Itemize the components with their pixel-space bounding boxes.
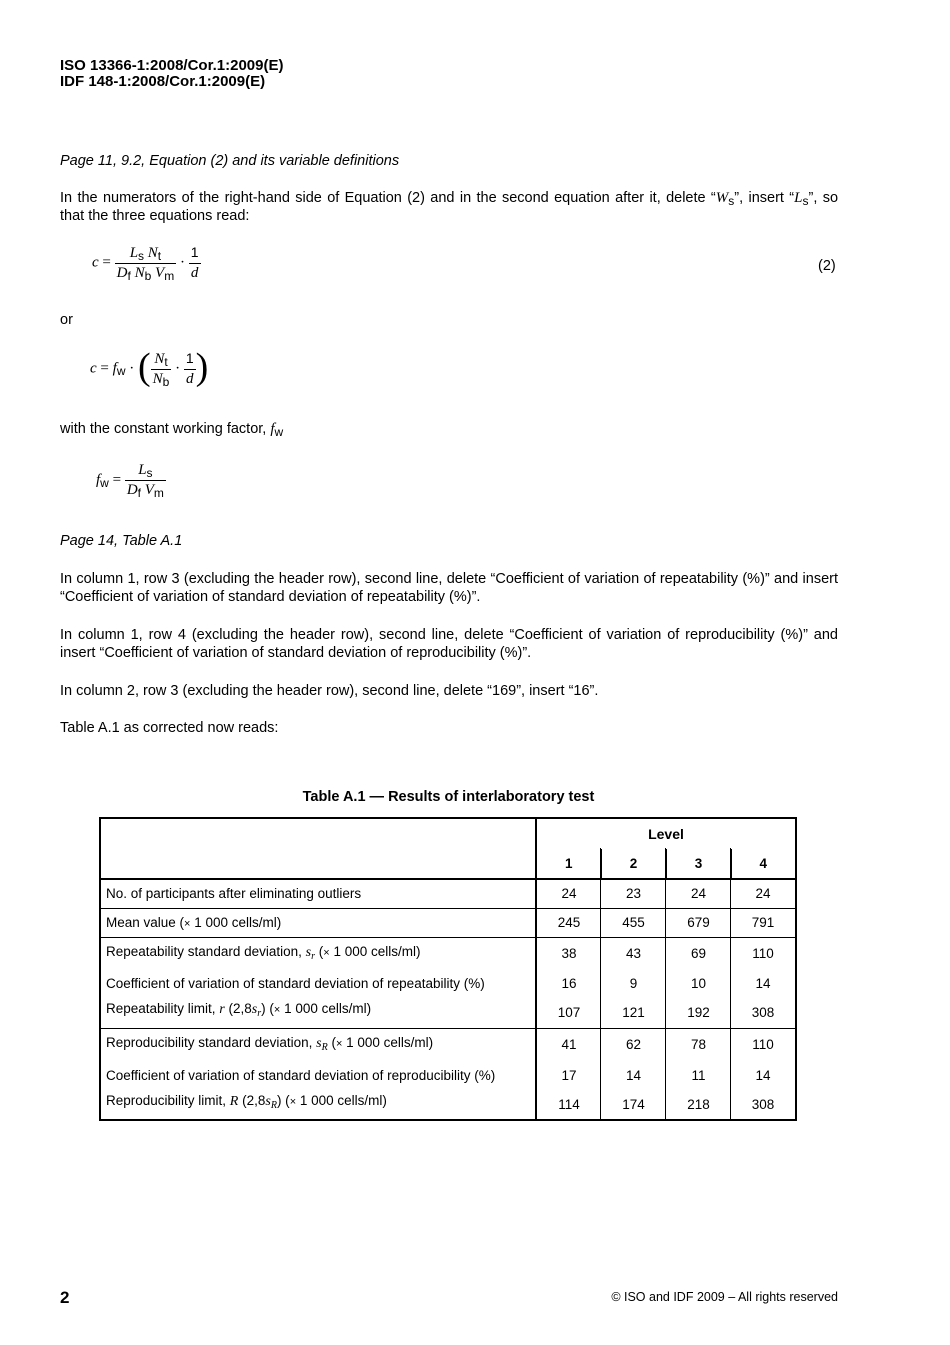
table-cell: 679 [687, 915, 710, 930]
table-cell: 16 [561, 976, 577, 991]
equation-fw-fraction-inverse: $\frac{1}{d}$ [185, 350, 194, 387]
table-header-empty-cell [100, 818, 536, 879]
table-caption: Table A.1 — Results of interlaboratory test [302, 789, 595, 805]
header-idf-reference: IDF 148-1:2008/Cor.1:2009(E) [60, 73, 266, 90]
level-header: Level [648, 826, 684, 842]
table-row [100, 998, 796, 1028]
table-cell: 110 [752, 1037, 774, 1053]
level-1-header: 1 [564, 856, 573, 871]
table-row [100, 908, 796, 937]
row-label-participants: No. of participants after eliminating outliers [100, 879, 536, 908]
table-cell: 14 [625, 1068, 642, 1083]
table-cell: 218 [687, 1097, 710, 1112]
section1-paragraph: In the numerators of the right-hand side of Equation (2) and in the second equation after it, delete “$W_s$”, insert “$L_s$”, so that the three equations read: [60, 190, 839, 224]
level-3-header: 3 [666, 849, 731, 879]
table-cell: 174 [622, 1097, 645, 1112]
row-label-repeatability-limit: Repeatability limit, r $(2,8s_r)$ (× 1 000 cells/ml) [100, 998, 536, 1028]
table-cell: 121 [622, 1005, 645, 1021]
table-cell: 308 [751, 1005, 775, 1021]
copyright-notice: © ISO and IDF 2009 – All rights reserved [611, 1290, 838, 1304]
table-cell: 17 [561, 1068, 577, 1083]
table-cell: 24 [690, 886, 707, 902]
table-cell: 9 [629, 976, 638, 991]
equation-2-fraction-inverse: $\frac{1}{d}$ [190, 244, 199, 281]
table-cell: 69 [690, 945, 707, 961]
table-cell: 62 [625, 1037, 642, 1053]
table-cell: 308 [751, 1097, 775, 1112]
table-row [100, 969, 796, 998]
section2-title: Page 14, Table A.1 [60, 533, 183, 549]
row-label-repeatability-sd: Repeatability standard deviation, $s_r$ (× 1 000 cells/ml) [100, 937, 536, 969]
equation-number: (2) [818, 258, 836, 274]
results-table [99, 817, 797, 1121]
table-cell: 43 [625, 945, 642, 961]
table-row [100, 1090, 796, 1120]
or-text: or [60, 312, 73, 328]
equation-2: c = $\frac{L_s N_t}{D_f N_b V_m}$ · $\frac{1}{d}$ [92, 244, 199, 283]
section2-paragraph-3: In column 2, row 3 (excluding the header row), second line, delete “169”, insert “16”. [60, 683, 599, 699]
table-cell: 24 [755, 886, 771, 902]
table-cell: 110 [752, 945, 774, 961]
table-cell: 114 [558, 1097, 580, 1112]
equation-fw-definition: $f_w$ = $\frac{L_s}{D_f V_m}$ [96, 462, 164, 500]
table-cell: 10 [690, 976, 707, 991]
equation-fw-form: $c = f_w$ · ( $\frac{N_t}{N_b}$ · $\frac{1}{d}$ ) [90, 346, 209, 389]
row-label-mean-value: Mean value (× 1 000 cells/ml) [100, 908, 536, 937]
column-divider [730, 848, 731, 1119]
table-cell: 78 [690, 1037, 707, 1053]
table-cell: 14 [755, 976, 771, 991]
table-cell: 14 [755, 1068, 771, 1083]
row-label-cv-reproducibility: Coefficient of variation of standard deviation of reproducibility (%) [100, 1061, 536, 1090]
table-cell: 455 [622, 915, 645, 930]
section2-paragraph-4: Table A.1 as corrected now reads: [60, 720, 279, 736]
table-cell: 11 [691, 1068, 706, 1083]
table-cell: 791 [751, 915, 775, 930]
level-4-header: 4 [731, 849, 796, 879]
table-cell: 23 [625, 886, 642, 902]
table-cell: 192 [687, 1005, 710, 1021]
table-row [100, 1028, 796, 1061]
table-row [100, 937, 796, 969]
equation-fw-definition-fraction: $\frac{L_s}{D_f V_m}$ [126, 462, 164, 500]
section2-paragraph-1: In column 1, row 3 (excluding the header row), second line, delete “Coefficient of variation of repeatability (%)” and insert “Coefficient of variation of standard deviation of repeatability (%)”. [60, 571, 838, 605]
column-divider [600, 848, 601, 1119]
row-label-reproducibility-limit: Reproducibility limit, R $(2,8s_R)$ (× 1 000 cells/ml) [100, 1090, 536, 1120]
section1-title: Page 11, 9.2, Equation (2) and its variable definitions [60, 153, 400, 169]
working-factor-text: with the constant working factor, $f_w$ [60, 421, 284, 439]
table-cell: 38 [561, 945, 577, 961]
table-cell: 41 [561, 1037, 577, 1053]
column-divider [665, 848, 666, 1119]
row-label-reproducibility-sd: Reproducibility standard deviation, $s_R$ (× 1 000 cells/ml) [100, 1028, 536, 1061]
table-header-row-level [100, 818, 796, 849]
table-cell: 107 [557, 1005, 581, 1021]
document-header [60, 58, 283, 90]
equation-2-fraction-main: $\frac{L_s N_t}{D_f N_b V_m}$ [116, 244, 175, 283]
table-row [100, 879, 796, 908]
table-cell: 245 [557, 915, 581, 930]
table-cell: 24 [561, 886, 577, 902]
table-row [100, 1061, 796, 1090]
equation-fw-fraction-n: $\frac{N_t}{N_b}$ [152, 350, 170, 389]
row-label-cv-repeatability: Coefficient of variation of standard deviation of repeatability (%) [100, 969, 536, 998]
header-iso-reference: ISO 13366-1:2008/Cor.1:2009(E) [60, 57, 284, 74]
page-number: 2 [60, 1288, 70, 1307]
section2-paragraph-2: In column 1, row 4 (excluding the header row), second line, delete “Coefficient of variation of reproducibility (%)” and insert “Coefficient of variation of standard deviation of reproducibility (%)”. [60, 627, 838, 661]
level-2-header: 2 [601, 849, 666, 879]
